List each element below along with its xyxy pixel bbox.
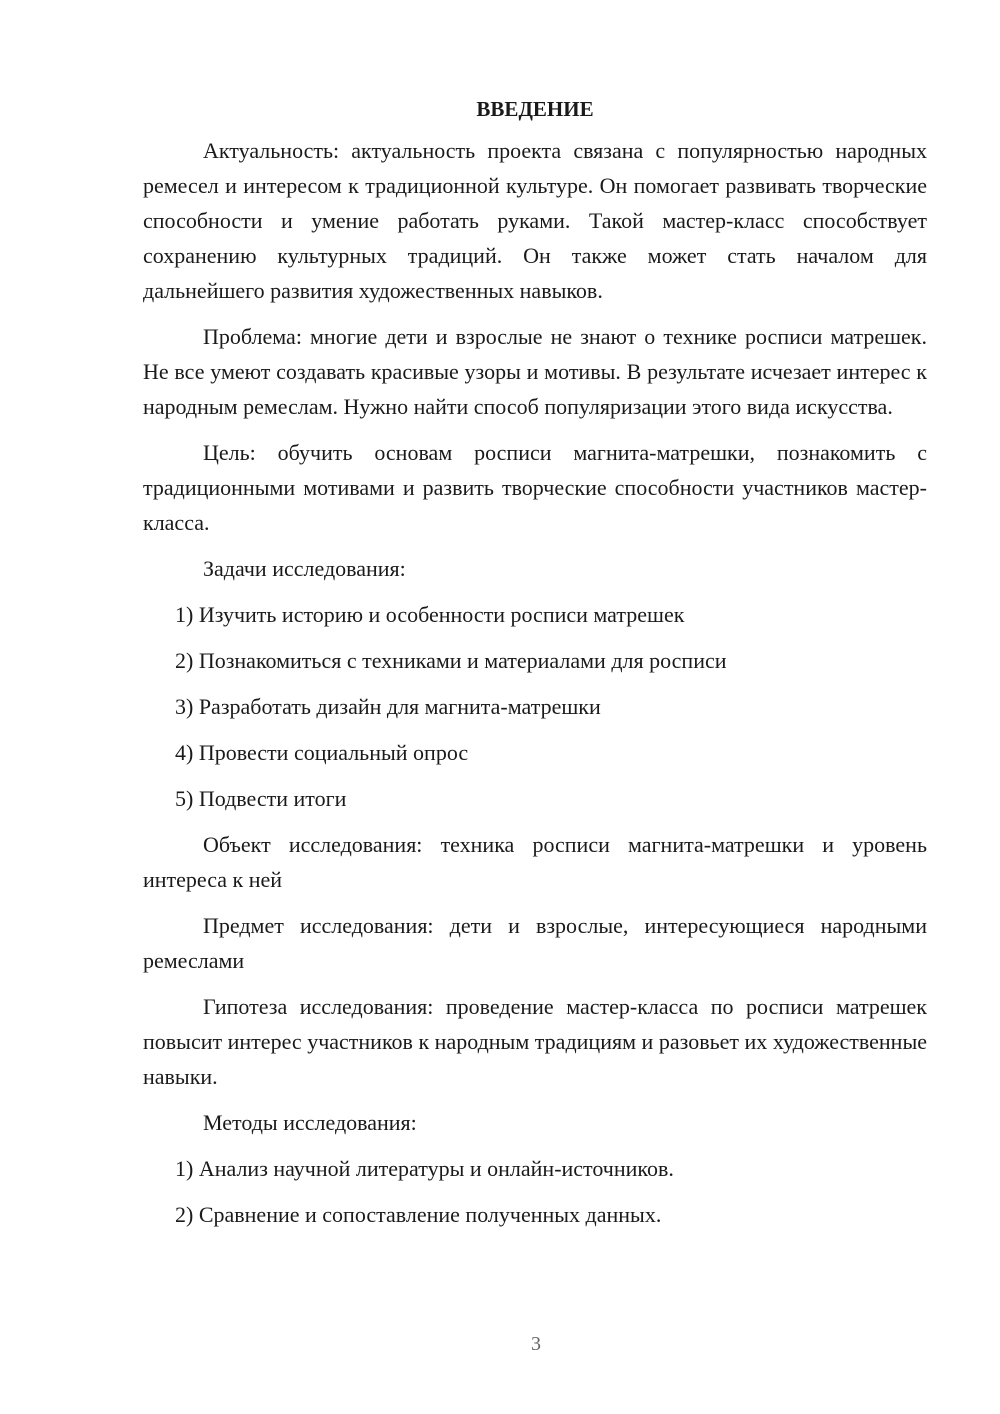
methods-heading: Методы исследования: xyxy=(203,1110,417,1135)
subject-paragraph: Предмет исследования: дети и взрослые, интересующиеся народными ремеслами xyxy=(143,913,927,973)
list-item: 5) Подвести итоги xyxy=(175,786,347,811)
tasks-list xyxy=(143,597,927,816)
tasks-heading: Задачи исследования: xyxy=(203,556,406,581)
document-page xyxy=(143,92,927,1243)
list-item: 1) Изучить историю и особенности росписи матрешек xyxy=(175,602,685,627)
methods-list xyxy=(143,1151,927,1232)
list-item: 3) Разработать дизайн для магнита-матрешки xyxy=(175,694,601,719)
relevance-paragraph: Актуальность: актуальность проекта связана с популярностью народных ремесел и интересом к традиционной культуре. Он помогает развивать творческие способности и умение работать руками. Такой мастер-класс способствует сохранению культурных традиций. Он также может стать началом для дальнейшего развития художественных навыков. xyxy=(143,138,927,303)
list-item: 4) Провести социальный опрос xyxy=(175,740,469,765)
problem-paragraph: Проблема: многие дети и взрослые не знают о технике росписи матрешек. Не все умеют создавать красивые узоры и мотивы. В результате исчезает интерес к народным ремеслам. Нужно найти способ популяризации этого вида искусства. xyxy=(143,324,927,419)
object-paragraph: Объект исследования: техника росписи магнита-матрешки и уровень интереса к ней xyxy=(143,832,927,892)
goal-paragraph: Цель: обучить основам росписи магнита-матрешки, познакомить с традиционными мотивами и развить творческие способности участников мастер-класса. xyxy=(143,440,927,535)
list-item: 2) Познакомиться с техниками и материалами для росписи xyxy=(175,648,727,673)
page-title: ВВЕДЕНИЕ xyxy=(476,97,594,121)
list-item: 1) Анализ научной литературы и онлайн-источников. xyxy=(175,1156,674,1181)
hypothesis-paragraph: Гипотеза исследования: проведение мастер-класса по росписи матрешек повысит интерес участников к народным традициям и разовьет их художественные навыки. xyxy=(143,994,927,1089)
page-number: 3 xyxy=(531,1333,541,1355)
list-item: 2) Сравнение и сопоставление полученных данных. xyxy=(175,1202,662,1227)
